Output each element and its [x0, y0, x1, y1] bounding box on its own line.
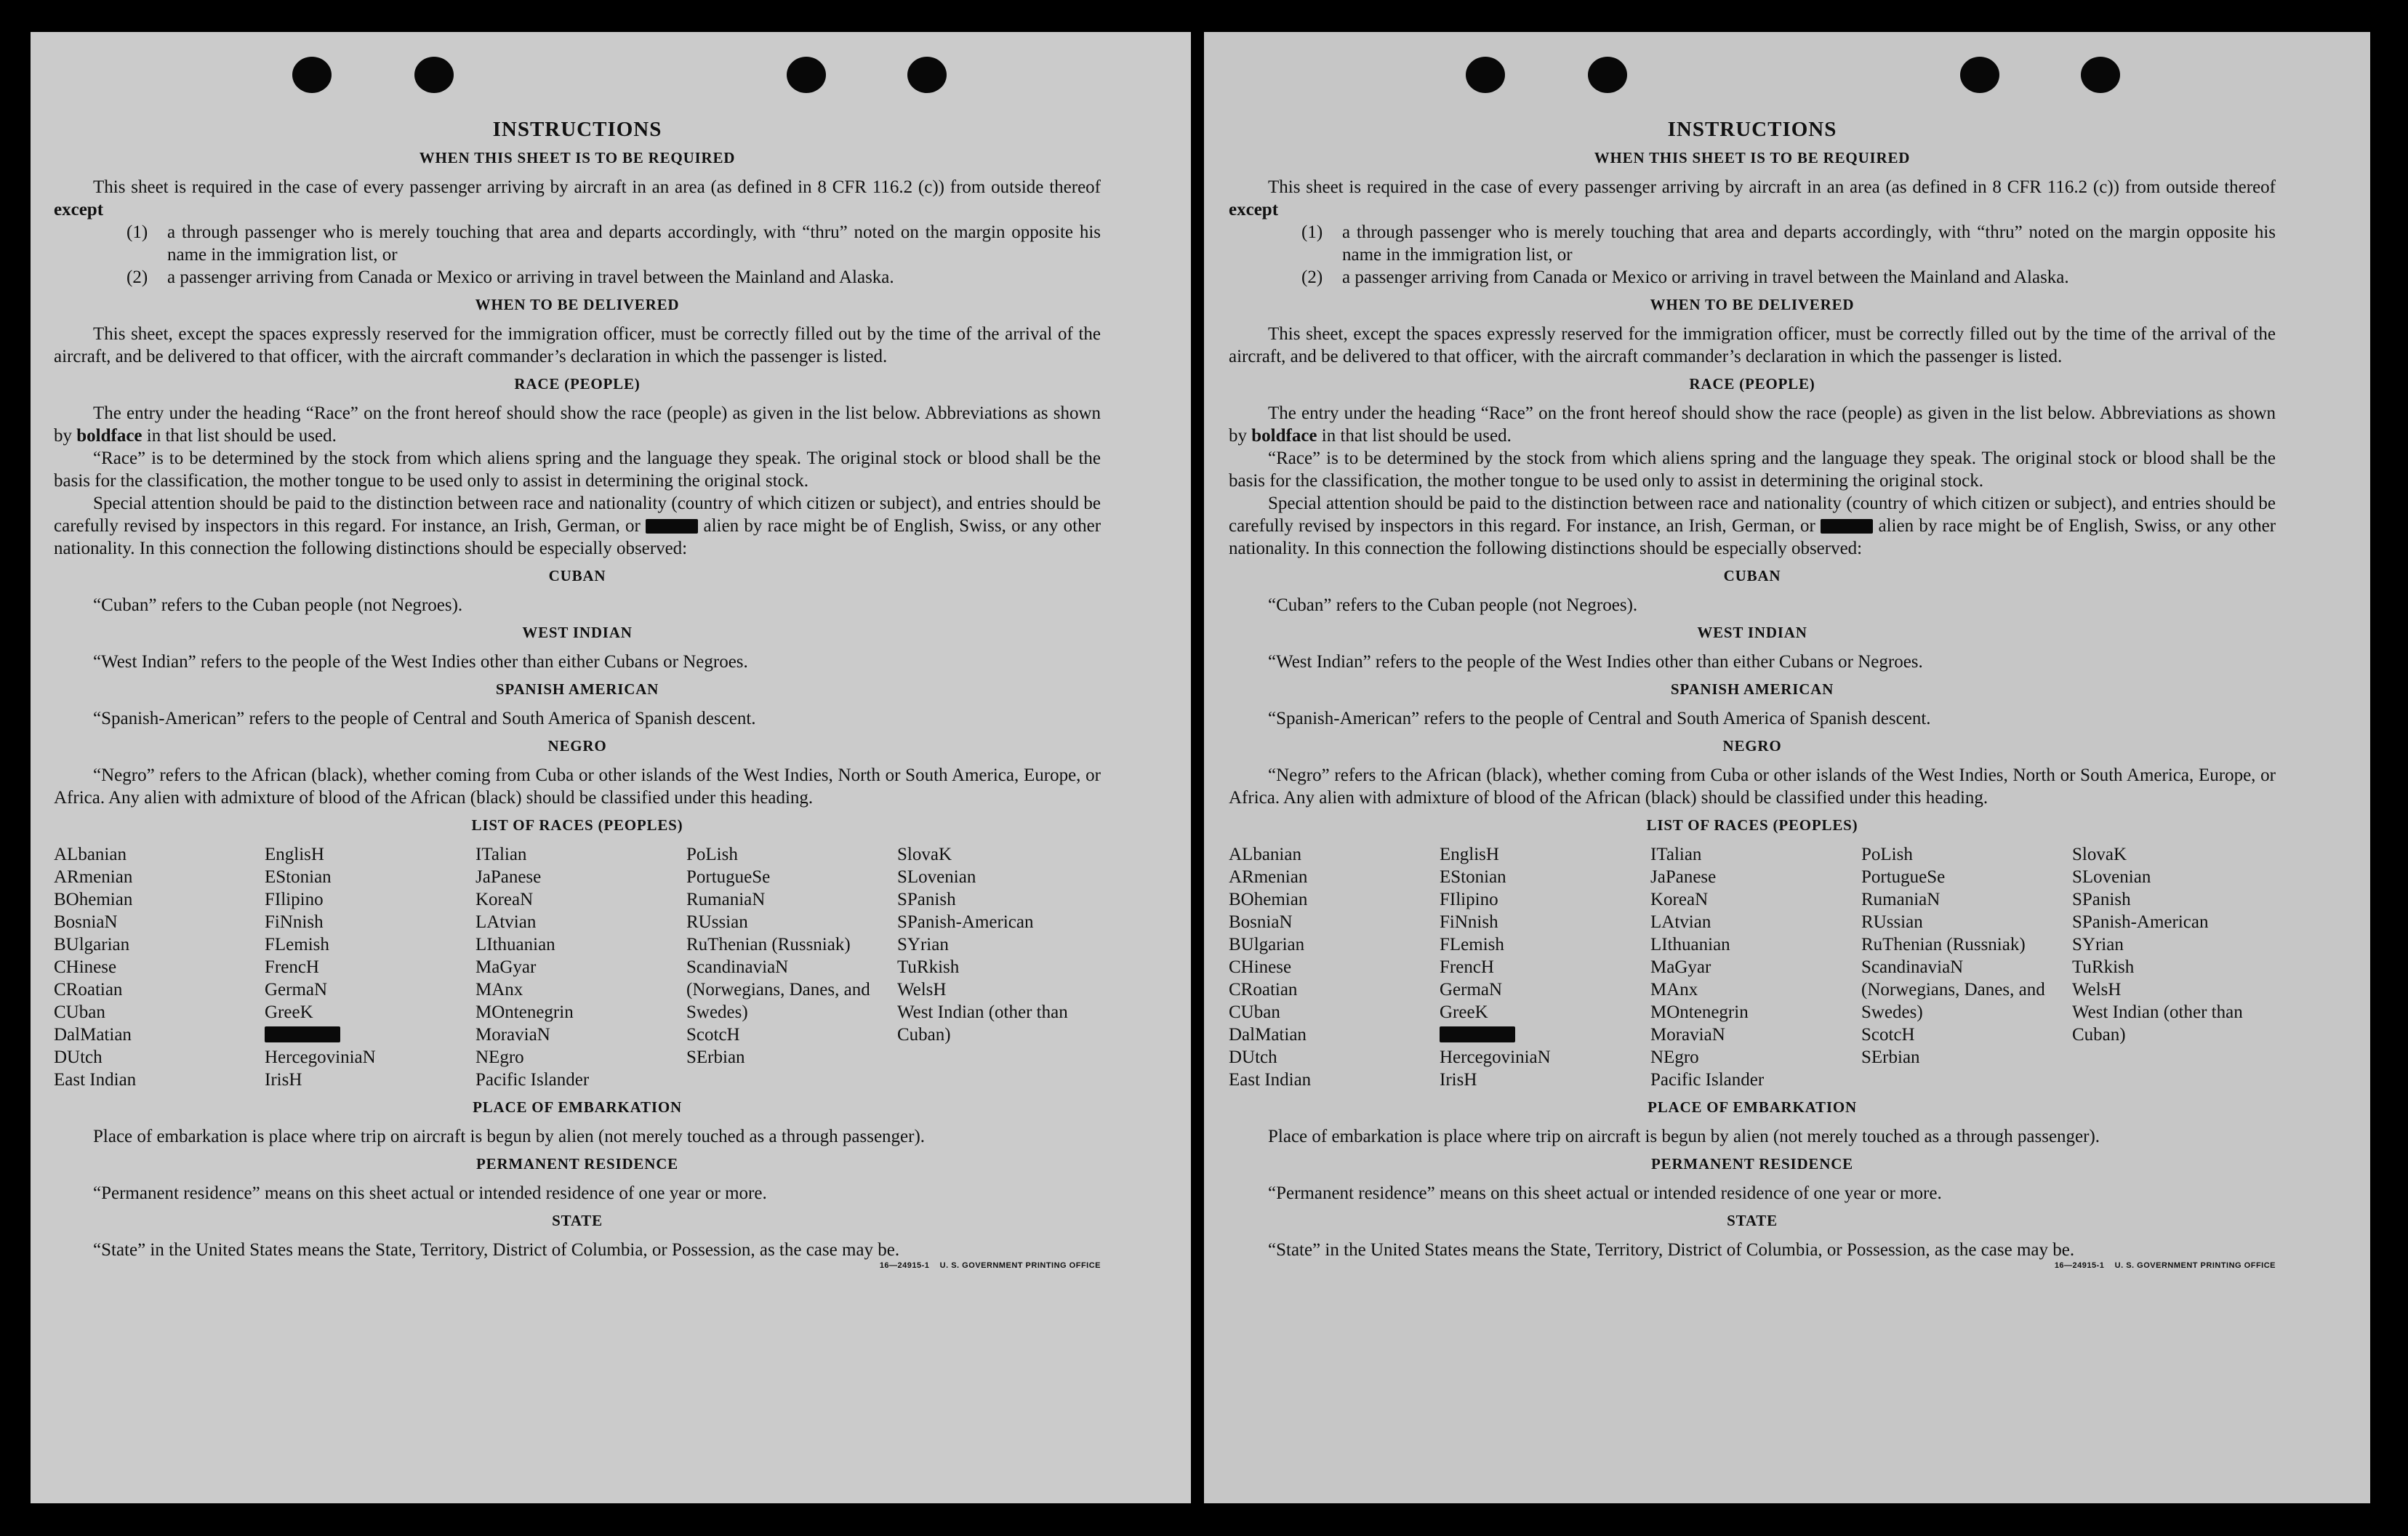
race-entry: LIthuanian [475, 935, 555, 954]
race-entry: PortugueSe [1861, 867, 1946, 887]
race-entry: West Indian (other than Cuban) [2072, 1002, 2243, 1045]
race-entry: SErbian [1861, 1048, 1920, 1067]
paragraph-west-indian: “West Indian” refers to the people of the West Indies other than either Cubans or Negroes. [93, 652, 748, 672]
paragraph-when-delivered: This sheet, except the spaces expressly reserved for the immigration officer, must be correctly filled out by the time of the arrival of the aircraft, and be delivered to that officer, with the aircraft commander’s declaration in which the passenger is listed. [1229, 324, 2276, 366]
instructions-content [1229, 118, 2276, 1270]
race-entry: ALbanian [54, 845, 127, 864]
paragraph-when-delivered: This sheet, except the spaces expressly reserved for the immigration officer, must be correctly filled out by the time of the arrival of the aircraft, and be delivered to that officer, with the aircraft commander’s declaration in which the passenger is listed. [54, 324, 1101, 366]
races-column [2072, 843, 2276, 1091]
races-column [686, 843, 897, 1091]
race-entry-redacted [265, 1024, 475, 1046]
paragraph-race-nationality: Special attention should be paid to the distinction between race and nationality (country of which citizen or subject), and entries should be carefully revised by inspectors in this regard. For instance, an Irish, German, or alien by race might be of English, Swiss, or any other nationality. In this connection the following distinctions should be especially observed: [1229, 494, 2276, 558]
race-entry: BOhemian [54, 890, 133, 909]
race-entry: ALbanian [1229, 845, 1301, 864]
exception-item: (2) a passenger arriving from Canada or Mexico or arriving in travel between the Mainland and Alaska. [1301, 268, 2069, 287]
section-heading-race: RACE (PEOPLE) [1689, 375, 1815, 393]
races-column [1440, 843, 1650, 1091]
paragraph-race-entry: The entry under the heading “Race” on the front hereof should show the race (people) as given in the list below. Abbreviations as shown by boldface in that list should be used. [1229, 403, 2276, 446]
race-entry: RUssian [686, 912, 748, 932]
instructions-content [54, 118, 1101, 1270]
race-entry: DUtch [54, 1048, 103, 1067]
race-entry: FLemish [265, 935, 329, 954]
race-entry: LAtvian [475, 912, 537, 932]
race-entry: GreeK [265, 1002, 313, 1022]
race-entry: SlovaK [897, 845, 952, 864]
race-entry: DUtch [1229, 1048, 1277, 1067]
race-entry: ScandinaviaN (Norwegians, Danes, and Swedes) [686, 957, 870, 1022]
race-entry: CHinese [54, 957, 117, 977]
section-heading-state: STATE [1727, 1212, 1778, 1229]
section-heading-spanish-american: SPANISH AMERICAN [495, 680, 659, 698]
race-entry: FrencH [1440, 957, 1494, 977]
race-entry: CUban [54, 1002, 105, 1022]
race-entry: ARmenian [1229, 867, 1308, 887]
paragraph-when-required: This sheet is required in the case of every passenger arriving by aircraft in an area (as defined in 8 CFR 116.2 (c)) from outside thereof except [54, 177, 1101, 220]
form-number: 16—24915-1 [2054, 1261, 2105, 1270]
race-entry: ITalian [1650, 845, 1702, 864]
race-entry: SPanish-American [2072, 912, 2209, 932]
races-column [54, 843, 265, 1091]
section-heading-list-of-races: LIST OF RACES (PEOPLES) [471, 816, 683, 834]
race-entry: IrisH [1440, 1070, 1477, 1090]
races-column [475, 843, 686, 1091]
race-entry-redacted [1440, 1024, 1650, 1046]
race-entry: GreeK [1440, 1002, 1488, 1022]
section-heading-embarkation: PLACE OF EMBARKATION [473, 1098, 682, 1116]
race-entry: ARmenian [54, 867, 133, 887]
section-heading-cuban: CUBAN [548, 567, 606, 584]
paragraph-residence: “Permanent residence” means on this sheet actual or intended residence of one year or more. [1268, 1183, 1942, 1203]
redaction-mark [1440, 1026, 1515, 1042]
paragraph-negro: “Negro” refers to the African (black), whether coming from Cuba or other islands of the West Indies, North or South America, Europe, or Africa. Any alien with admixture of blood of the African (black) should be classified under this heading. [54, 765, 1101, 808]
section-heading-state: STATE [552, 1212, 603, 1229]
race-entry: Pacific Islander [1650, 1070, 1765, 1090]
punch-hole [2081, 57, 2120, 93]
section-heading-residence: PERMANENT RESIDENCE [1651, 1155, 1853, 1173]
race-entry: SPanish-American [897, 912, 1034, 932]
punch-hole [787, 57, 826, 93]
race-entry: EStonian [265, 867, 332, 887]
document-title: INSTRUCTIONS [492, 118, 662, 141]
form-footer [1229, 1261, 2276, 1270]
race-entry: DalMatian [1229, 1025, 1307, 1045]
paragraph-when-required: This sheet is required in the case of every passenger arriving by aircraft in an area (as defined in 8 CFR 116.2 (c)) from outside thereof except [1229, 177, 2276, 220]
section-heading-when-delivered: WHEN TO BE DELIVERED [1650, 296, 1855, 313]
race-entry: WelsH [897, 980, 947, 1000]
form-footer [54, 1261, 1101, 1270]
races-column [1229, 843, 1440, 1091]
printer-name: U. S. GOVERNMENT PRINTING OFFICE [2114, 1261, 2276, 1270]
race-entry: MAnx [475, 980, 523, 1000]
race-entry: SPanish [2072, 890, 2131, 909]
section-heading-negro: NEGRO [1722, 737, 1782, 755]
race-entry: EStonian [1440, 867, 1506, 887]
race-entry: FIlipino [1440, 890, 1498, 909]
race-entry: RUssian [1861, 912, 1923, 932]
race-entry: East Indian [54, 1070, 137, 1090]
race-entry: RumaniaN [1861, 890, 1941, 909]
section-heading-cuban: CUBAN [1723, 567, 1781, 584]
race-entry: MaGyar [475, 957, 537, 977]
redaction-mark [1821, 519, 1873, 534]
redaction-mark [646, 519, 698, 534]
race-entry: NEgro [475, 1048, 524, 1067]
section-heading-residence: PERMANENT RESIDENCE [476, 1155, 678, 1173]
race-entry: WelsH [2072, 980, 2122, 1000]
race-entry: MoraviaN [1650, 1025, 1725, 1045]
exception-item: (2) a passenger arriving from Canada or Mexico or arriving in travel between the Mainland and Alaska. [127, 268, 894, 287]
section-heading-embarkation: PLACE OF EMBARKATION [1648, 1098, 1857, 1116]
paragraph-spanish-american: “Spanish-American” refers to the people of Central and South America of Spanish descent. [93, 709, 756, 728]
race-entry: FiNnish [1440, 912, 1498, 932]
paragraph-race-nationality: Special attention should be paid to the distinction between race and nationality (country of which citizen or subject), and entries should be carefully revised by inspectors in this regard. For instance, an Irish, German, or alien by race might be of English, Swiss, or any other nationality. In this connection the following distinctions should be especially observed: [54, 494, 1101, 558]
race-entry: CRoatian [1229, 980, 1298, 1000]
race-entry: MOntenegrin [1650, 1002, 1749, 1022]
race-entry: BUlgarian [1229, 935, 1305, 954]
paragraph-cuban: “Cuban” refers to the Cuban people (not Negroes). [1268, 595, 1638, 615]
paragraph-spanish-american: “Spanish-American” refers to the people of Central and South America of Spanish descent. [1268, 709, 1931, 728]
printer-imprint [880, 1261, 1101, 1270]
paragraph-race-definition: “Race” is to be determined by the stock from which aliens spring and the language they speak. The original stock or blood shall be the basis for the classification, the mother tongue to be used only to assist in determining the original stock. [1229, 449, 2276, 491]
paragraph-state: “State” in the United States means the State, Territory, District of Columbia, or Possession, as the case may be. [1268, 1240, 2075, 1260]
punch-hole [1466, 57, 1505, 93]
section-heading-west-indian: WEST INDIAN [1697, 624, 1807, 641]
race-entry: RuThenian (Russniak) [1861, 935, 2026, 954]
paragraph-embarkation: Place of embarkation is place where trip on aircraft is begun by alien (not merely touched as a through passenger). [1268, 1127, 2100, 1146]
form-number: 16—24915-1 [879, 1261, 930, 1270]
race-entry: MoraviaN [475, 1025, 550, 1045]
race-entry: Pacific Islander [475, 1070, 590, 1090]
race-entry: MOntenegrin [475, 1002, 574, 1022]
race-entry: DalMatian [54, 1025, 132, 1045]
race-entry: BUlgarian [54, 935, 130, 954]
paragraph-race-definition: “Race” is to be determined by the stock from which aliens spring and the language they speak. The original stock or blood shall be the basis for the classification, the mother tongue to be used only to assist in determining the original stock. [54, 449, 1101, 491]
race-entry: SYrian [897, 935, 949, 954]
instruction-sheet-right [1204, 32, 2370, 1503]
section-heading-list-of-races: LIST OF RACES (PEOPLES) [1646, 816, 1858, 834]
race-entry: CHinese [1229, 957, 1292, 977]
section-heading-west-indian: WEST INDIAN [522, 624, 633, 641]
race-entry: SlovaK [2072, 845, 2127, 864]
race-entry: EnglisH [265, 845, 324, 864]
section-heading-negro: NEGRO [547, 737, 607, 755]
paragraph-race-entry: The entry under the heading “Race” on the front hereof should show the race (people) as given in the list below. Abbreviations as shown by boldface in that list should be used. [54, 403, 1101, 446]
race-entry: IrisH [265, 1070, 302, 1090]
race-entry: HercegoviniaN [265, 1048, 376, 1067]
paragraph-negro: “Negro” refers to the African (black), whether coming from Cuba or other islands of the West Indies, North or South America, Europe, or Africa. Any alien with admixture of blood of the African (black) should be classified under this heading. [1229, 765, 2276, 808]
race-entry: SErbian [686, 1048, 745, 1067]
punch-hole [414, 57, 454, 93]
race-entry: LIthuanian [1650, 935, 1730, 954]
section-heading-when-required: WHEN THIS SHEET IS TO BE REQUIRED [1594, 149, 1911, 166]
race-entry: West Indian (other than Cuban) [897, 1002, 1068, 1045]
races-table [54, 843, 1101, 1091]
race-entry: GermaN [265, 980, 328, 1000]
race-entry: PoLish [1861, 845, 1913, 864]
paragraph-west-indian: “West Indian” refers to the people of the West Indies other than either Cubans or Negroes. [1268, 652, 1923, 672]
race-entry: BOhemian [1229, 890, 1308, 909]
race-entry: CRoatian [54, 980, 123, 1000]
redaction-mark [265, 1026, 340, 1042]
race-entry: TuRkish [897, 957, 960, 977]
race-entry: NEgro [1650, 1048, 1699, 1067]
printer-name: U. S. GOVERNMENT PRINTING OFFICE [939, 1261, 1101, 1270]
section-heading-when-required: WHEN THIS SHEET IS TO BE REQUIRED [419, 149, 736, 166]
document-title: INSTRUCTIONS [1667, 118, 1837, 141]
punch-hole [907, 57, 947, 93]
punch-hole [292, 57, 332, 93]
race-entry: GermaN [1440, 980, 1503, 1000]
races-column [1650, 843, 1861, 1091]
race-entry: KoreaN [475, 890, 534, 909]
race-entry: LAtvian [1650, 912, 1711, 932]
race-entry: CUban [1229, 1002, 1280, 1022]
paragraph-state: “State” in the United States means the State, Territory, District of Columbia, or Possession, as the case may be. [93, 1240, 900, 1260]
race-entry: FrencH [265, 957, 319, 977]
paragraph-residence: “Permanent residence” means on this sheet actual or intended residence of one year or more. [93, 1183, 767, 1203]
races-table [1229, 843, 2276, 1091]
punch-hole [1588, 57, 1627, 93]
race-entry: FLemish [1440, 935, 1504, 954]
race-entry: ScandinaviaN (Norwegians, Danes, and Swedes) [1861, 957, 2045, 1022]
race-entry: BosniaN [1229, 912, 1293, 932]
race-entry: ScotcH [1861, 1025, 1915, 1045]
section-heading-race: RACE (PEOPLE) [514, 375, 641, 393]
race-entry: SYrian [2072, 935, 2124, 954]
race-entry: SLovenian [897, 867, 976, 887]
instruction-sheet-left [31, 32, 1191, 1503]
race-entry: EnglisH [1440, 845, 1499, 864]
paragraph-cuban: “Cuban” refers to the Cuban people (not Negroes). [93, 595, 463, 615]
races-column [1861, 843, 2072, 1091]
race-entry: JaPanese [1650, 867, 1717, 887]
race-entry: PortugueSe [686, 867, 771, 887]
exception-item: (1) a through passenger who is merely touching that area and departs accordingly, with “thru” noted on the margin opposite his name in the immigration list, or [127, 222, 1101, 265]
race-entry: PoLish [686, 845, 738, 864]
race-entry: SPanish [897, 890, 956, 909]
race-entry: FIlipino [265, 890, 324, 909]
race-entry: BosniaN [54, 912, 118, 932]
race-entry: SLovenian [2072, 867, 2151, 887]
race-entry: FiNnish [265, 912, 324, 932]
races-column [897, 843, 1101, 1091]
punch-hole [1960, 57, 1999, 93]
race-entry: RumaniaN [686, 890, 766, 909]
race-entry: TuRkish [2072, 957, 2135, 977]
race-entry: ITalian [475, 845, 527, 864]
races-column [265, 843, 475, 1091]
printer-imprint [2055, 1261, 2276, 1270]
section-heading-spanish-american: SPANISH AMERICAN [1670, 680, 1834, 698]
paragraph-embarkation: Place of embarkation is place where trip on aircraft is begun by alien (not merely touched as a through passenger). [93, 1127, 926, 1146]
exception-item: (1) a through passenger who is merely touching that area and departs accordingly, with “thru” noted on the margin opposite his name in the immigration list, or [1301, 222, 2276, 265]
race-entry: MaGyar [1650, 957, 1711, 977]
race-entry: ScotcH [686, 1025, 740, 1045]
race-entry: East Indian [1229, 1070, 1312, 1090]
race-entry: HercegoviniaN [1440, 1048, 1551, 1067]
race-entry: RuThenian (Russniak) [686, 935, 851, 954]
section-heading-when-delivered: WHEN TO BE DELIVERED [475, 296, 680, 313]
race-entry: JaPanese [475, 867, 542, 887]
race-entry: MAnx [1650, 980, 1698, 1000]
race-entry: KoreaN [1650, 890, 1709, 909]
